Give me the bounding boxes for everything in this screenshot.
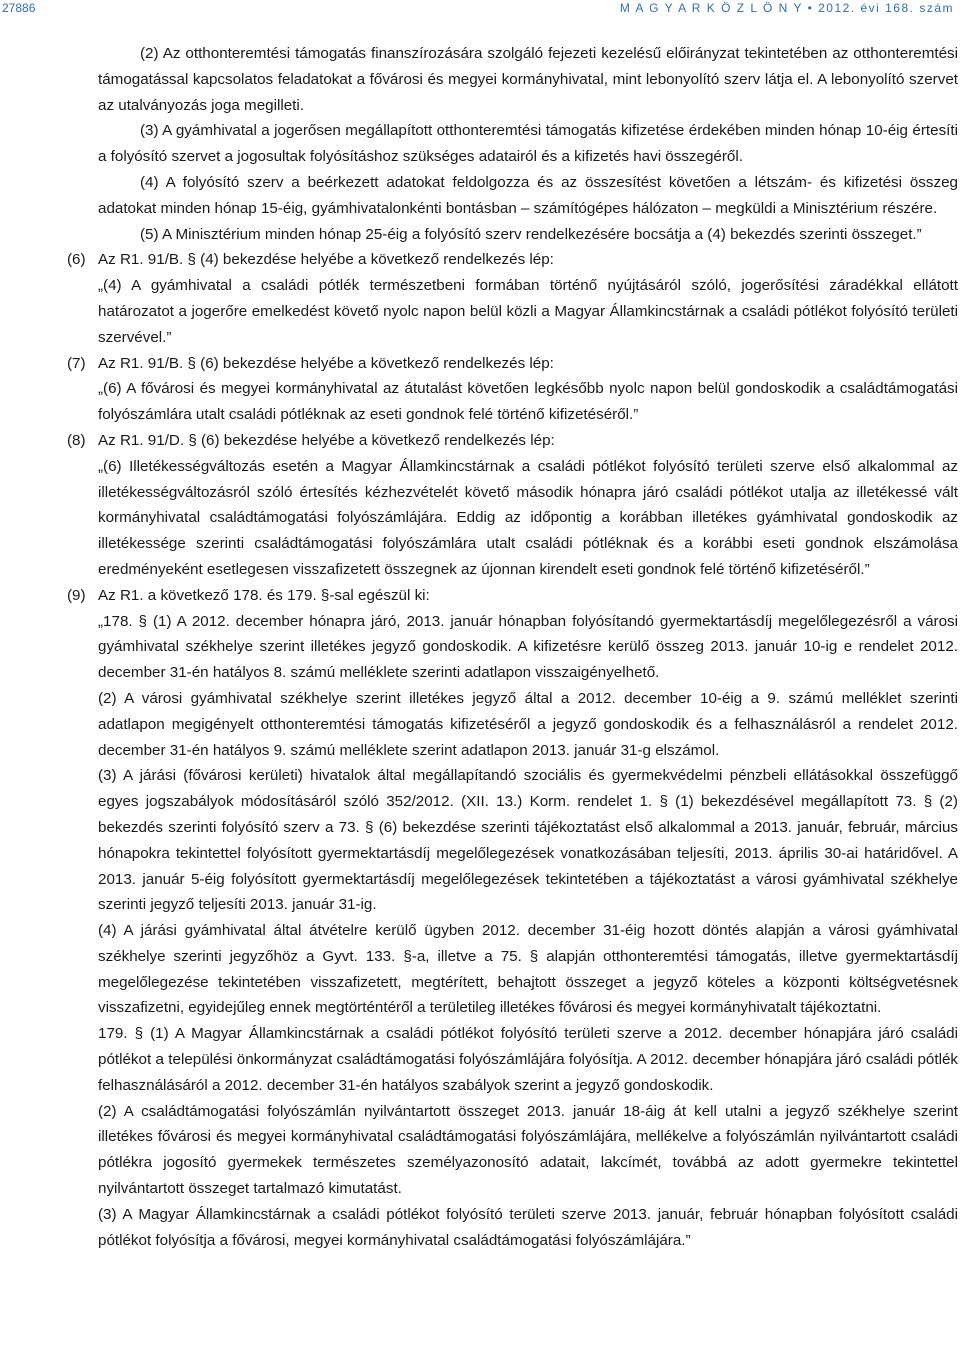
quoted-provision: „(6) A fővárosi és megyei kormányhivatal az átutalást követően legkésőbb nyolc napon belül gondoskodik a családtámogatási folyószámlára utalt családi pótléknak az eseti gondnok felé történő kifizetéséről.”	[98, 380, 958, 424]
amendment-item-8	[0, 428, 958, 454]
section-178-para-4: (4) A járási gyámhivatal által átvételre kerülő ügyben 2012. december 31-éig hozott döntés alapján a városi gyámhivatal székhelye szerinti jegyzőhöz a Gyvt. 133. §-a, illetve a 75. § alapján otthonteremtési támogatás, illetve gyermektartásdíj megelőlegezése tekintetében visszafizetett, megtérített, behajtott összeget a jegyző köteles a központi költségvetésnek visszafizetni, egyidejűleg ennek megtörténtéről a területileg illetékes fővárosi és megyei kormányhivatalt tájékoztatni.	[98, 922, 958, 1017]
amendment-item-9	[0, 583, 958, 609]
publication-title: M A G Y A R K Ö Z L Ö N Y • 2012. évi 168. szám	[619, 1, 954, 15]
amendment-item-6	[0, 247, 958, 273]
section-178-para-1: „178. § (1) A 2012. december hónapra járó, 2013. január hónapban folyósítandó gyermektartásdíj megelőlegezésről a városi gyámhivatal székhelye szerint illetékes jegyző gondoskodik. A kifizetésre kerülő összeg 2013. január 10-ig e rendelet 2012. december 31-én hatályos 8. számú melléklete szerinti adatlapon visszaigényelhető.	[98, 612, 958, 682]
item-text: Az R1. 91/D. § (6) bekezdése helyébe a következő rendelkezés lép:	[98, 431, 555, 449]
quoted-provision: „(6) Illetékességváltozás esetén a Magyar Államkincstárnak a családi pótlékot folyósító területi szerve első alkalommal az illetékességváltozásról szóló értesítés kézhezvételét követő második hónapra járó családi pótlékot utalja az illetékessé vált kormányhivatal családtámogatási folyószámlájára. Eddig az időpontig a korábban illetékes gyámhivatal gondoskodik az illetékessége szerinti családtámogatási folyószámlára utalt családi pótléknak és a korábbi eseti gondnok elszámolása eredményeként esetlegesen visszafizetett összegnek az újonnan kirendelt eseti gondnok felé történő kifizetéséről.”	[98, 457, 958, 578]
document-body	[0, 41, 958, 1253]
amendment-item-7	[0, 351, 958, 377]
section-178-para-2: (2) A városi gyámhivatal székhelye szerint illetékes jegyző által a 2012. december 10-éig a 9. számú melléklet szerinti adatlapon megigényelt otthonteremtési támogatás kifizetéséről a jegyző gondoskodik és a felhasználásról a rendelet 2012. december 31-én hatályos 9. számú melléklete szerint adatlapon 2013. január 31-g elszámol.	[98, 689, 958, 759]
paragraph-5: (5) A Minisztérium minden hónap 25-éig a folyósító szerv rendelkezésére bocsátja a (4) bekezdés szerinti összeget.”	[140, 225, 922, 243]
section-178-para-3: (3) A járási (fővárosi kerületi) hivatalok által megállapítandó szociális és gyermekvédelmi pénzbeli ellátásokkal összefüggő egyes jogszabályok módosításáról szóló 352/2012. (XII. 13.) Korm. rendelet 1. § (1) bekezdésével megállapított 73. § (2) bekezdés szerinti folyósító szerv a 73. § (6) bekezdése szerinti tájékoztatást első alkalommal a 2013. január, február, március hónapokra tekintettel folyósított gyermektartásdíj megelőlegezések vonatkozásában teljesíti, 2013. április 30-ai határidővel. A 2013. január 5-éig folyósított gyermektartásdíj megelőlegezések tekintetében a tájékoztatást a városi gyámhivatal székhelye szerinti jegyző teljesíti 2013. január 31-ig.	[98, 767, 958, 914]
quoted-provision: „(4) A gyámhivatal a családi pótlék természetbeni formában történő nyújtásáról szóló, jogerősítési záradékkal ellátott határozatot a jogerőre emelkedést követő nyolc napon belül közli a Magyar Államkincstárnak a családi pótlékot folyósító területi szervével.”	[98, 277, 958, 346]
section-179-para-1: 179. § (1) A Magyar Államkincstárnak a családi pótlékot folyósító területi szerve a 2012. december hónapjára járó családi pótlékot a települési önkormányzat családtámogatási folyószámlájára folyósítja. A 2012. december hónapjára járó családi pótlék felhasználásáról a 2012. december 31-én hatályos szabályok szerint a jegyző gondoskodik.	[98, 1025, 958, 1094]
item-text: Az R1. a következő 178. és 179. §-sal egészül ki:	[98, 586, 430, 604]
page-number: 27886	[2, 1, 36, 15]
paragraph-4: (4) A folyósító szerv a beérkezett adatokat feldolgozza és az összesítést követően a létszám- és kifizetési összeg adatokat minden hónap 15-éig, gyámhivatalonkénti bontásban – számítógépes hálózaton – megküldi a Minisztérium részére.	[98, 173, 958, 217]
page-header	[0, 0, 960, 20]
item-number: (6)	[67, 251, 86, 269]
item-text: Az R1. 91/B. § (4) bekezdése helyébe a következő rendelkezés lép:	[98, 251, 554, 269]
paragraph-2: (2) Az otthonteremtési támogatás finanszírozására szolgáló fejezeti kezelésű előirányzat tekintetében az otthonteremtési támogatással kapcsolatos feladatokat a fővárosi és megyei kormányhivatal, mint lebonyolító szerv látja el. A lebonyolító szervet az utalványozás joga megilleti.	[98, 45, 958, 114]
item-text: Az R1. 91/B. § (6) bekezdése helyébe a következő rendelkezés lép:	[98, 354, 554, 372]
item-number: (7)	[67, 354, 86, 372]
section-179-para-2: (2) A családtámogatási folyószámlán nyilvántartott összeget 2013. január 18-áig át kell utalni a jegyző székhelye szerint illetékes fővárosi és megyei kormányhivatal családtámogatási folyószámlájára, mellékelve a folyószámlán nyilvántartott családi pótlékra jogosító gyermekek természetes személyazonosító adatait, lakcímét, továbbá az adott gyermekre tekintettel nyilvántartott összeget tartalmazó kimutatást.	[98, 1102, 958, 1198]
item-number: (9)	[67, 586, 86, 604]
paragraph-3: (3) A gyámhivatal a jogerősen megállapított otthonteremtési támogatás kifizetése érdekében minden hónap 10-éig értesíti a folyósító szervet a jogosultak folyósításhoz szükséges adatairól és a kifizetés havi összegéről.	[98, 122, 958, 166]
section-179-para-3: (3) A Magyar Államkincstárnak a családi pótlékot folyósító területi szerve 2013. január, február hónapban folyósított családi pótlékot folyósítja a fővárosi, megyei kormányhivatal családtámogatási folyószámlájára.”	[98, 1205, 958, 1249]
item-number: (8)	[67, 431, 86, 449]
